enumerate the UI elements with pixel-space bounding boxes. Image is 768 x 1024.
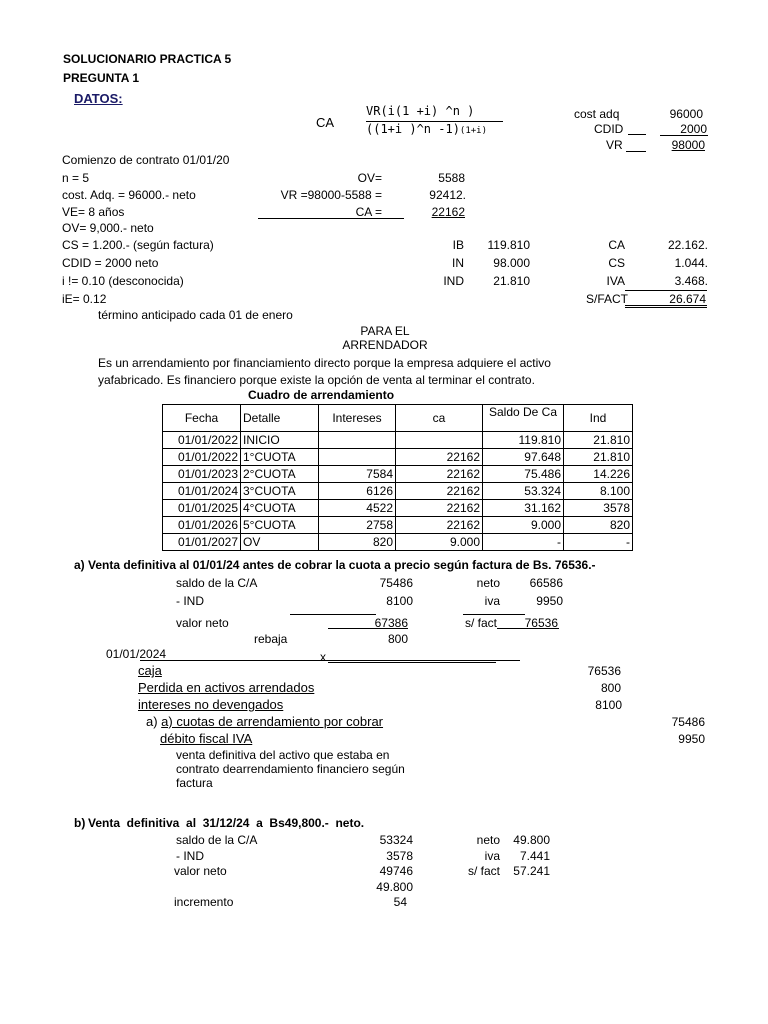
part-a-sum-line-1	[290, 614, 376, 615]
table-row	[163, 534, 633, 551]
part-b-valor-neto-value: 49746	[379, 864, 413, 878]
debit-perdida: Perdida en activos arrendados	[138, 680, 315, 695]
cell-fecha: 01/01/2024	[163, 483, 241, 500]
cost-adq-label: cost adq	[574, 107, 620, 121]
ind-label: IND	[443, 274, 464, 288]
part-b-increment-value: 54	[393, 895, 407, 909]
col-saldo: Saldo De Ca	[483, 405, 564, 432]
cell-detalle: 5°CUOTA	[241, 517, 319, 534]
part-a-date: 01/01/2024	[106, 647, 167, 661]
cell-ca: 22162	[396, 449, 483, 466]
credit-cuotas-account: a) cuotas de arrendamiento por cobrar	[161, 714, 384, 729]
calc-ca-value: 22162	[431, 205, 465, 219]
part-a-title: a) Venta definitiva al 01/01/24 antes de cobrar la cuota a precio según factura de Bs. 76536.-	[74, 558, 596, 572]
cell-intereses: 820	[319, 534, 396, 551]
doc-title: SOLUCIONARIO PRACTICA 5	[63, 52, 232, 66]
iva-label: IVA	[606, 274, 625, 288]
cell-ind: 820	[564, 517, 633, 534]
cell-ind: 8.100	[564, 483, 633, 500]
sfact-underline-1	[625, 305, 707, 306]
part-a-date-line	[140, 660, 520, 661]
part-b-iva-value: 7.441	[519, 849, 550, 863]
cell-ca: 22162	[396, 466, 483, 483]
part-a-iva-label: iva	[484, 594, 500, 608]
part-a-valor-neto-label: valor neto	[176, 616, 229, 630]
cell-fecha: 01/01/2025	[163, 500, 241, 517]
explanation-line-2: yafabricado. Es financiero porque existe la opción de venta al terminar el contrato.	[98, 373, 535, 387]
col-ind: Ind	[564, 405, 633, 432]
table-header-row	[163, 405, 633, 432]
cell-intereses	[319, 449, 396, 466]
sfact-value: 26.674	[669, 292, 706, 306]
cell-detalle: 3°CUOTA	[241, 483, 319, 500]
gloss-line-2: contrato dearrendamiento financiero según	[176, 762, 405, 776]
para-el-heading: PARA EL	[360, 324, 410, 338]
part-a-sfact-value: 76536	[524, 616, 558, 630]
cell-fecha: 01/01/2026	[163, 517, 241, 534]
cell-ind: 21.810	[564, 432, 633, 449]
table-row	[163, 432, 633, 449]
cdid-value: 2000	[680, 122, 707, 136]
part-b-sfact-label: s/ fact	[467, 864, 500, 878]
sfact-top-line	[625, 290, 707, 291]
part-b-ind-label: - IND	[176, 849, 204, 863]
cell-ca: 22162	[396, 517, 483, 534]
part-b-saldo-label: saldo de la C/A	[176, 833, 258, 847]
data-line-8: i != 0.10 (desconocida)	[62, 274, 184, 288]
data-line-5: OV= 9,000.- neto	[62, 221, 154, 235]
termino-note: término anticipado cada 01 de enero	[98, 308, 293, 322]
table-row	[163, 517, 633, 534]
cs-label: CS	[608, 256, 625, 270]
cell-detalle: 2°CUOTA	[241, 466, 319, 483]
ca-label: CA	[608, 238, 625, 252]
in-value: 98.000	[493, 256, 530, 270]
cell-ind: 3578	[564, 500, 633, 517]
part-b-iva-label: iva	[484, 849, 500, 863]
gloss-line-3: factura	[176, 776, 213, 790]
part-a-saldo-label: saldo de la C/A	[176, 576, 258, 590]
cell-saldo: 53.324	[483, 483, 564, 500]
in-label: IN	[452, 256, 464, 270]
col-fecha: Fecha	[163, 405, 241, 432]
table-row	[163, 466, 633, 483]
part-a-neto-value: 66586	[529, 576, 563, 590]
debit-intereses-amount: 8100	[595, 698, 622, 712]
calc-ov-label: OV=	[357, 171, 382, 185]
data-line-3: cost. Adq. = 96000.- neto	[62, 188, 196, 202]
arrendador-heading: ARRENDADOR	[342, 338, 428, 352]
part-a-x-mark: x	[320, 650, 326, 664]
credit-debito-iva: débito fiscal IVA	[160, 731, 253, 746]
part-b-neto-label: neto	[476, 833, 500, 847]
data-line-7: CDID = 2000 neto	[62, 256, 159, 270]
debit-intereses: intereses no devengados	[138, 697, 284, 712]
sfact-underline-2	[625, 307, 707, 308]
part-a-rebaja-label: rebaja	[254, 632, 288, 646]
question-title: PREGUNTA 1	[63, 71, 140, 85]
formula-label: CA	[316, 115, 335, 130]
cell-fecha: 01/01/2022	[163, 449, 241, 466]
explanation-line-1: Es un arrendamiento por financiamiento directo porque la empresa adquiere el activo	[98, 356, 551, 370]
cell-detalle: INICIO	[241, 432, 319, 449]
cell-ca: 22162	[396, 483, 483, 500]
cell-intereses	[319, 432, 396, 449]
cs-value: 1.044.	[674, 256, 708, 270]
part-b-sfact-value: 57.241	[513, 864, 550, 878]
cell-saldo: 97.648	[483, 449, 564, 466]
iva-value: 3.468.	[674, 274, 708, 288]
data-line-4: VE= 8 años	[62, 205, 125, 219]
data-line-1: Comienzo de contrato 01/01/20	[62, 153, 230, 167]
cell-saldo: 9.000	[483, 517, 564, 534]
calc-ca-underline	[258, 218, 404, 219]
table-title: Cuadro de arrendamiento	[248, 388, 395, 402]
gloss-line-1: venta definitiva del activo que estaba en	[176, 748, 390, 762]
part-b-valor-neto-label: valor neto	[174, 864, 227, 878]
calc-ov-value: 5588	[438, 171, 465, 185]
part-a-valor-neto-value: 67386	[374, 616, 408, 630]
ib-value: 119.810	[487, 238, 530, 252]
part-a-saldo-value: 75486	[379, 576, 413, 590]
cell-intereses: 2758	[319, 517, 396, 534]
cell-saldo: 75.486	[483, 466, 564, 483]
cell-ca: 22162	[396, 500, 483, 517]
cdid-label: CDID	[594, 122, 624, 136]
part-b-neto-value: 49.800	[513, 833, 550, 847]
table-row	[163, 500, 633, 517]
table-row	[163, 449, 633, 466]
datos-heading: DATOS:	[74, 91, 123, 106]
col-intereses: Intereses	[319, 405, 396, 432]
credit-debito-iva-amount: 9950	[678, 732, 705, 746]
part-b-title: Venta definitiva al 31/12/24 a Bs49,800.- neto.	[88, 816, 365, 830]
cdid-blank-line	[628, 134, 646, 135]
cell-fecha: 01/01/2023	[163, 466, 241, 483]
cdid-underline	[660, 135, 708, 136]
credit-cuotas-amount: 75486	[671, 715, 705, 729]
formula-denominator-small: (1+i)	[459, 126, 488, 136]
part-b-prefix: b)	[74, 816, 86, 830]
formula-denominator	[366, 122, 487, 138]
lease-schedule-table	[162, 404, 633, 551]
cell-detalle: OV	[241, 534, 319, 551]
cell-intereses: 4522	[319, 500, 396, 517]
ind-value: 21.810	[493, 274, 530, 288]
part-a-rebaja-value: 800	[387, 632, 408, 646]
ca-value: 22.162.	[667, 238, 708, 252]
formula-numerator: VR(i(1 +i) ^n )	[366, 104, 475, 118]
part-b-saldo-value: 53324	[379, 833, 413, 847]
part-b-increment-label: incremento	[174, 895, 234, 909]
credit-cuotas: a) a) cuotas de arrendamiento por cobrar	[146, 714, 384, 729]
vr-label: VR	[606, 138, 623, 152]
part-a-neto-label: neto	[476, 576, 500, 590]
cell-detalle: 4°CUOTA	[241, 500, 319, 517]
calc-vr-value: 92412.	[429, 188, 466, 202]
data-line-6: CS = 1.200.- (según factura)	[62, 238, 214, 252]
calc-vr-label: VR =98000-5588 =	[280, 188, 382, 202]
ib-label: IB	[452, 238, 464, 252]
cell-fecha: 01/01/2027	[163, 534, 241, 551]
col-ca: ca	[396, 405, 483, 432]
part-b-ind-value: 3578	[386, 849, 413, 863]
part-a-sum-line-2	[463, 614, 525, 615]
cell-ind: 14.226	[564, 466, 633, 483]
cell-ca: 9.000	[396, 534, 483, 551]
cell-saldo: 119.810	[483, 432, 564, 449]
cell-saldo: 31.162	[483, 500, 564, 517]
sfact-label: S/FACT	[586, 292, 629, 306]
calc-ca-label: CA =	[355, 205, 382, 219]
cell-ind: 21.810	[564, 449, 633, 466]
cell-fecha: 01/01/2022	[163, 432, 241, 449]
debit-caja: caja	[138, 663, 162, 678]
cell-detalle: 1°CUOTA	[241, 449, 319, 466]
formula-denominator-main: ((1+i )^n -1)	[366, 122, 460, 136]
cost-adq-value: 96000	[669, 107, 703, 121]
part-a-sfact-label: s/ fact	[464, 616, 497, 630]
vr-blank-line	[626, 151, 646, 152]
part-a-ind-label: - IND	[176, 594, 204, 608]
cell-saldo: -	[483, 534, 564, 551]
data-line-9: iE= 0.12	[62, 292, 107, 306]
col-detalle: Detalle	[241, 405, 319, 432]
table-row	[163, 483, 633, 500]
cell-ind: -	[564, 534, 633, 551]
part-b-extra-value: 49.800	[376, 880, 413, 894]
cell-ca	[396, 432, 483, 449]
part-a-ind-value: 8100	[386, 594, 413, 608]
cell-intereses: 6126	[319, 483, 396, 500]
debit-perdida-amount: 800	[600, 681, 621, 695]
part-a-x-line	[328, 662, 496, 663]
data-line-2: n = 5	[62, 171, 90, 185]
debit-caja-amount: 76536	[587, 664, 621, 678]
part-a-iva-value: 9950	[536, 594, 563, 608]
vr-value: 98000	[671, 138, 705, 152]
cell-intereses: 7584	[319, 466, 396, 483]
